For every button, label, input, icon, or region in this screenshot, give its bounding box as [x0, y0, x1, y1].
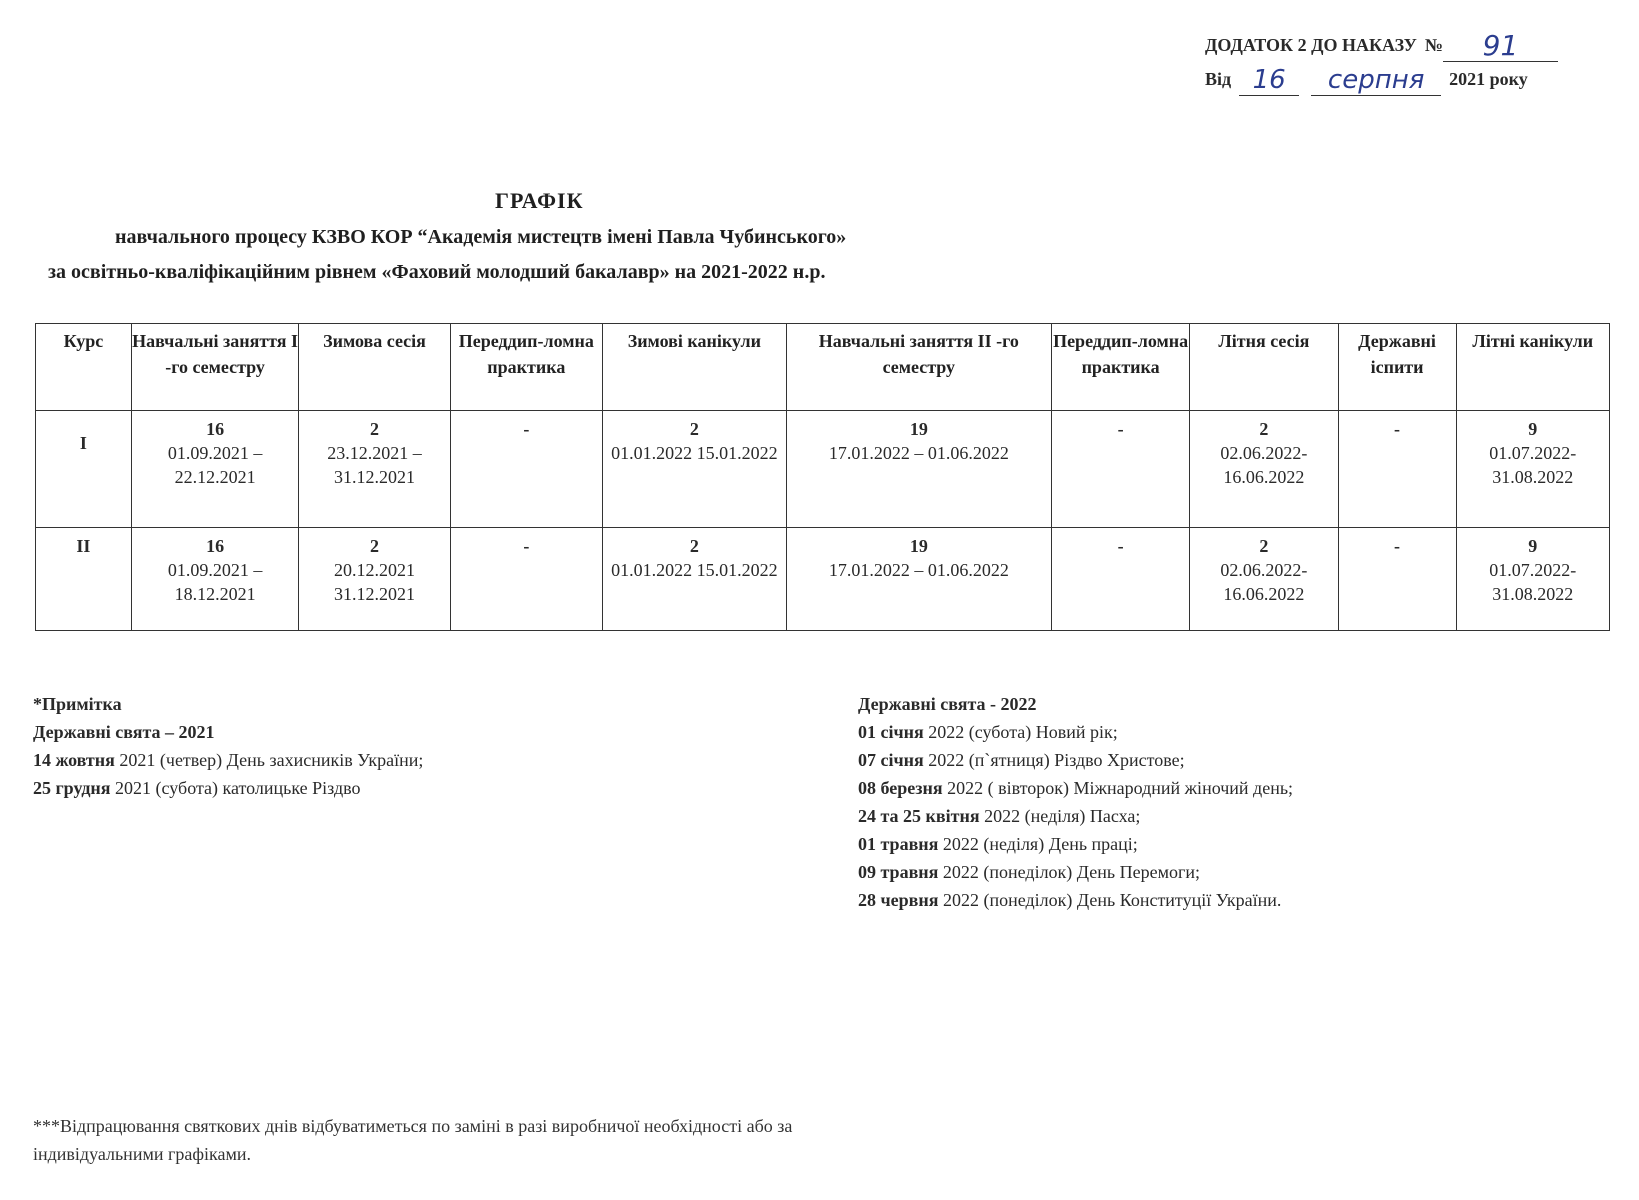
dates-value: 01.01.2022 15.01.2022: [611, 560, 778, 580]
table-cell: [603, 411, 787, 528]
table-cell: [131, 411, 298, 528]
title-line-1: ГРАФІК: [495, 188, 584, 213]
table-cell: [450, 411, 602, 528]
dates-value: 20.12.2021 31.12.2021: [334, 560, 415, 604]
weeks-value: -: [1394, 419, 1401, 439]
table-header-row: [36, 324, 1610, 411]
holiday-text: 2022 (неділя) Пасха;: [979, 806, 1141, 826]
holiday-item: [858, 774, 1293, 802]
table-row: [36, 411, 1610, 528]
footnote: ***Відпрацювання святкових днів відбуватиметься по заміні в разі виробничої необхідності або за індивідуальними графіками.: [33, 1116, 793, 1164]
weeks-value: 19: [909, 536, 928, 556]
table-row: [36, 528, 1610, 631]
weeks-value: 9: [1528, 419, 1538, 439]
holiday-date: 01 січня: [858, 722, 924, 742]
title-line-3: за освітньо-кваліфікаційним рівнем «Фаховий молодший бакалавр» на 2021-2022 н.р.: [48, 261, 826, 283]
holiday-item: [33, 774, 423, 802]
holiday-item: [858, 886, 1293, 914]
notes-2021: [33, 690, 423, 802]
order-reference: [1205, 28, 1605, 96]
table-cell: [299, 528, 450, 631]
schedule-table: [35, 323, 1610, 631]
table-cell: [131, 528, 298, 631]
holiday-date: 08 березня: [858, 778, 943, 798]
header-cell: Переддип-ломна практика: [1052, 324, 1190, 411]
weeks-value: -: [523, 536, 530, 556]
holiday-date: 09 травня: [858, 862, 939, 882]
order-day-handwritten: 16: [1239, 65, 1299, 96]
order-prefix: ДОДАТОК 2 ДО НАКАЗУ: [1205, 35, 1417, 55]
holiday-text: 2022 (п`ятниця) Різдво Христове;: [923, 750, 1185, 770]
dates-value: 17.01.2022 – 01.06.2022: [828, 560, 1009, 580]
header-cell: Навчальні заняття І -го семестру: [131, 324, 298, 411]
dates-value: 01.09.2021 – 22.12.2021: [167, 443, 263, 487]
header-cell: Курс: [36, 324, 132, 411]
weeks-value: 2: [370, 536, 379, 556]
order-number-label: №: [1424, 35, 1443, 55]
holiday-date: 01 травня: [858, 834, 939, 854]
holiday-date: 28 червня: [858, 890, 939, 910]
weeks-value: -: [523, 419, 530, 439]
order-month-handwritten: серпня: [1311, 65, 1441, 96]
holiday-date: 24 та 25 квітня: [858, 806, 980, 826]
table-cell: [1190, 528, 1338, 631]
holiday-date: 07 січня: [858, 750, 924, 770]
holiday-text: 2021 (субота) католицьке Різдво: [110, 778, 361, 798]
weeks-value: 2: [1259, 536, 1269, 556]
holiday-text: 2022 (субота) Новий рік;: [923, 722, 1118, 742]
table-cell: [603, 528, 787, 631]
dates-value: 23.12.2021 – 31.12.2021: [327, 443, 422, 487]
header-cell: Переддип-ломна практика: [450, 324, 602, 411]
table-cell: [1190, 411, 1338, 528]
order-from-label: Від: [1205, 69, 1232, 89]
table-cell: [786, 528, 1051, 631]
table-cell: [1052, 411, 1190, 528]
holiday-item: [858, 830, 1293, 858]
course-cell: І: [36, 411, 132, 528]
weeks-value: -: [1394, 536, 1401, 556]
header-cell: Зимова сесія: [299, 324, 450, 411]
header-cell: Зимові канікули: [603, 324, 787, 411]
holiday-item: [858, 746, 1293, 774]
table-cell: [299, 411, 450, 528]
title-line-2: навчального процесу КЗВО КОР “Академія мистецтв імені Павла Чубинського»: [115, 226, 847, 248]
order-date-line: [1205, 62, 1605, 96]
holiday-item: [858, 802, 1293, 830]
dates-value: 02.06.2022-16.06.2022: [1220, 443, 1308, 487]
weeks-value: 2: [689, 419, 699, 439]
weeks-value: -: [1117, 419, 1124, 439]
weeks-value: 16: [206, 419, 225, 439]
header-cell: Навчальні заняття ІІ -го семестру: [786, 324, 1051, 411]
table-cell: [450, 528, 602, 631]
weeks-value: 2: [689, 536, 699, 556]
holiday-date: 25 грудня: [33, 778, 111, 798]
table-cell: [1338, 528, 1456, 631]
weeks-value: 2: [1259, 419, 1269, 439]
dates-value: 01.01.2022 15.01.2022: [611, 443, 778, 463]
holiday-item: [858, 718, 1293, 746]
holidays-2021-heading: Державні свята – 2021: [33, 722, 215, 742]
header-cell: Державні іспити: [1338, 324, 1456, 411]
table-cell: [1456, 411, 1609, 528]
holiday-item: [858, 858, 1293, 886]
dates-value: 01.07.2022-31.08.2022: [1489, 443, 1577, 487]
dates-value: 01.07.2022-31.08.2022: [1489, 560, 1577, 604]
holidays-2022-heading: Державні свята - 2022: [858, 694, 1037, 714]
holiday-text: 2022 (понеділок) День Перемоги;: [938, 862, 1201, 882]
header-cell: Літні канікули: [1456, 324, 1609, 411]
dates-value: 02.06.2022-16.06.2022: [1220, 560, 1308, 604]
order-number-line: [1205, 28, 1605, 62]
weeks-value: 9: [1528, 536, 1538, 556]
table-cell: [1338, 411, 1456, 528]
weeks-value: 2: [370, 419, 379, 439]
holiday-item: [33, 746, 423, 774]
dates-value: 01.09.2021 – 18.12.2021: [167, 560, 263, 604]
order-year-suffix: 2021 року: [1449, 69, 1528, 89]
course-cell: ІІ: [36, 528, 132, 631]
holiday-text: 2021 (четвер) День захисників України;: [114, 750, 424, 770]
holiday-text: 2022 ( вівторок) Міжнародний жіночий день;: [942, 778, 1294, 798]
order-number-handwritten: 91: [1443, 31, 1558, 62]
holiday-date: 14 жовтня: [33, 750, 115, 770]
dates-value: 17.01.2022 – 01.06.2022: [828, 443, 1009, 463]
weeks-value: 16: [206, 536, 225, 556]
notes-2022: [858, 690, 1293, 914]
table-cell: [1052, 528, 1190, 631]
table-cell: [786, 411, 1051, 528]
note-label: *Примітка: [33, 694, 122, 714]
weeks-value: 19: [909, 419, 928, 439]
holiday-text: 2022 (понеділок) День Конституції України.: [938, 890, 1282, 910]
holiday-text: 2022 (неділя) День праці;: [938, 834, 1138, 854]
weeks-value: -: [1117, 536, 1124, 556]
header-cell: Літня сесія: [1190, 324, 1338, 411]
table-cell: [1456, 528, 1609, 631]
